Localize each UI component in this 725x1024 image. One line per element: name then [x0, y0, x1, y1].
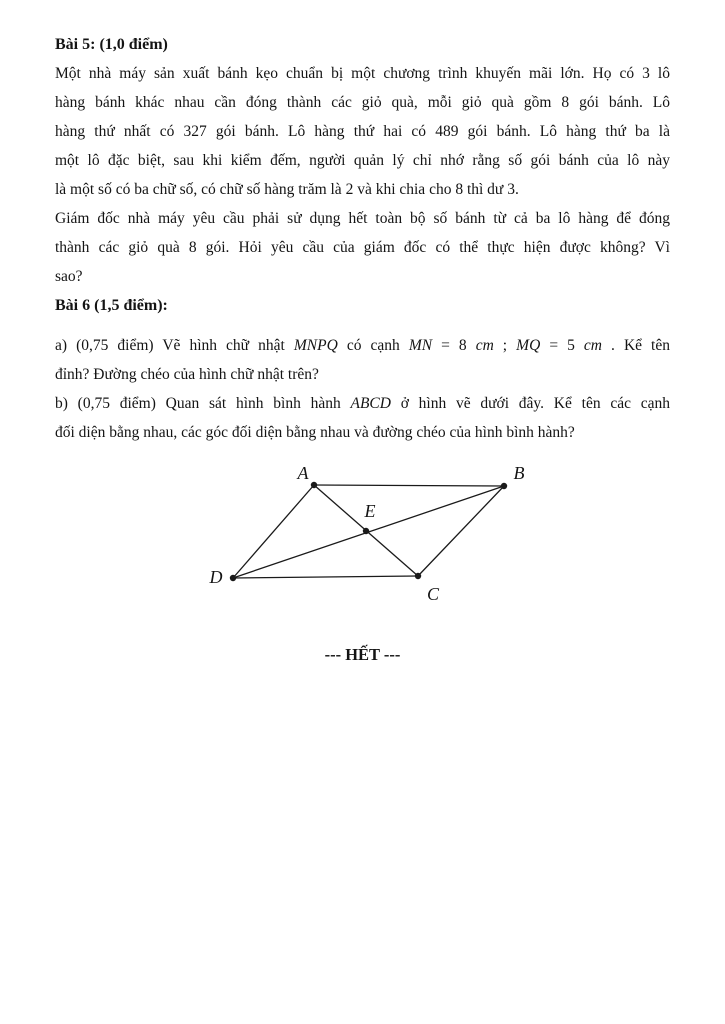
text-line: hàng bánh khác nhau cần đóng thành các giỏ quà, mỗi giỏ quà gồm 8 gói bánh. Lô	[55, 94, 670, 111]
problem5-paragraph-1	[55, 59, 670, 204]
text-line: Giám đốc nhà máy yêu cầu phải sử dụng hết toàn bộ số bánh từ cả ba lô hàng để đóng	[55, 210, 670, 227]
problem6-part-b	[55, 389, 670, 447]
figure-edge-BC	[418, 486, 504, 576]
text-line: đỉnh? Đường chéo của hình chữ nhật trên?	[55, 366, 319, 383]
figure-point-B	[501, 483, 507, 489]
end-label: --- HẾT ---	[324, 645, 401, 664]
math-variable: MNPQ	[293, 337, 338, 354]
figure-label-B: B	[513, 463, 525, 483]
document-end-marker	[55, 645, 670, 665]
text-run: a) (0,75 điểm) Vẽ hình chữ nhật	[55, 337, 294, 354]
document-content	[55, 30, 670, 665]
text-run: có cạnh	[337, 337, 409, 354]
text-run: . Kể tên	[601, 337, 670, 354]
text-run: = 5	[540, 337, 584, 354]
problem6-part-a	[55, 331, 670, 389]
text-line: là một số có ba chữ số, có chữ số hàng trăm là 2 và khi chia cho 8 thì dư 3.	[55, 181, 519, 198]
math-unit: cm	[475, 337, 494, 354]
math-variable: ABCD	[350, 395, 391, 412]
text-run: b) (0,75 điểm) Quan sát hình bình hành	[55, 395, 351, 412]
figure-label-E: E	[364, 501, 376, 521]
text-line	[55, 389, 670, 418]
text-line	[55, 331, 670, 360]
text-line: đối diện bằng nhau, các góc đối diện bằng nhau và đường chéo của hình bình hành?	[55, 424, 575, 441]
figure-container	[200, 455, 540, 605]
figure-edge-CD	[233, 576, 418, 578]
figure-edge-AB	[314, 485, 504, 486]
text-line: thành các giỏ quà 8 gói. Hỏi yêu cầu của giám đốc có thể thực hiện được không? Vì	[55, 239, 670, 256]
figure-point-C	[415, 573, 421, 579]
text-run: ở hình vẽ dưới đây. Kể tên các cạnh	[390, 395, 670, 412]
problem5-paragraph-2	[55, 204, 670, 291]
problem5-heading: Bài 5: (1,0 điểm)	[55, 36, 168, 53]
figure-label-D: D	[209, 567, 223, 587]
text-run: = 8	[432, 337, 476, 354]
figure-point-A	[311, 482, 317, 488]
math-unit: cm	[583, 337, 602, 354]
math-variable: MN	[408, 337, 433, 354]
figure-point-D	[230, 575, 236, 581]
figure-label-C: C	[426, 584, 440, 604]
text-line: một lô đặc biệt, sau khi kiểm đếm, người quản lý chỉ nhớ rằng số gói bánh của lô này	[55, 152, 670, 169]
text-line: sao?	[55, 268, 83, 285]
figure-point-E	[363, 528, 369, 534]
problem6-heading: Bài 6 (1,5 điểm):	[55, 297, 168, 314]
parallelogram-figure	[200, 455, 540, 605]
text-line: Một nhà máy sản xuất bánh kẹo chuẩn bị một chương trình khuyến mãi lớn. Họ có 3 lô	[55, 65, 670, 82]
figure-label-A: A	[297, 463, 309, 483]
text-line: hàng thứ nhất có 327 gói bánh. Lô hàng thứ hai có 489 gói bánh. Lô hàng thứ ba là	[55, 123, 670, 140]
math-variable: MQ	[516, 337, 541, 354]
text-run: ;	[493, 337, 517, 354]
